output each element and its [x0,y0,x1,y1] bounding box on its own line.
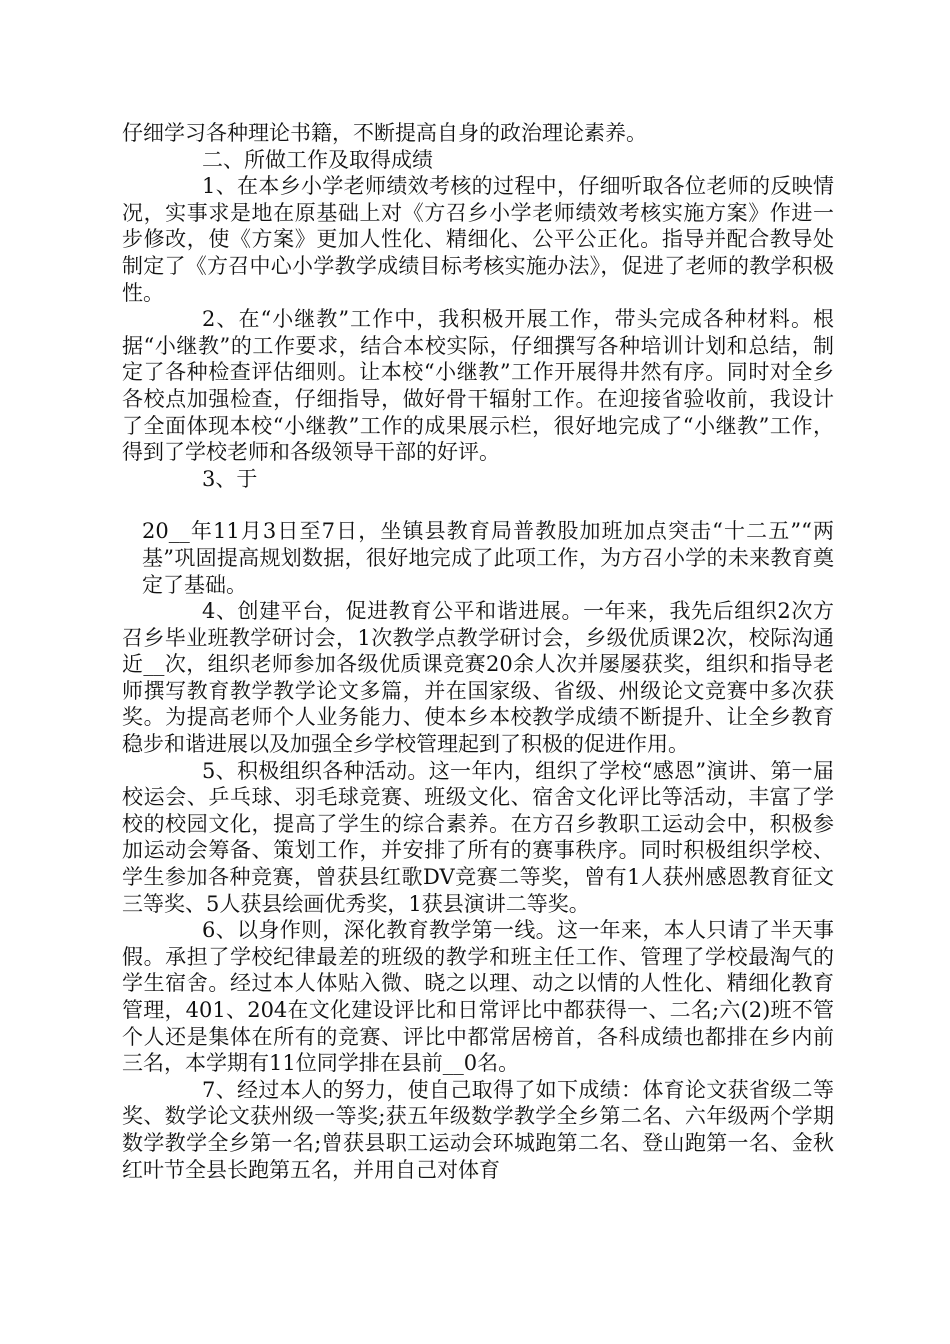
document-page [122,120,834,1183]
paragraph-item-7: 7、经过本人的努力，使自己取得了如下成绩：体育论文获省级二等奖、数学论文获州级一等奖;获五年级数学教学全乡第二名、六年级两个学期数学教学全乡第一名;曾获县职工运动会环城跑第二名、登山跑第一名、金秋红叶节全县长跑第五名，并用自己对体育 [122,1077,834,1182]
section-heading-work-results: 二、所做工作及取得成绩 [202,147,433,172]
paragraph-item-3-start: 3、于 [202,466,258,491]
paragraph-item-4: 4、创建平台，促进教育公平和谐进展。一年来，我先后组织2次方召乡毕业班教学研讨会，1次教学点教学研讨会，乡级优质课2次，校际沟通近__次，组织老师参加各级优质课竞赛20余人次并屡屡获奖，组织和指导老师撰写教育教学教学论文多篇，并在国家级、省级、州级论文竞赛中多次获奖。为提高老师个人业务能力、使本乡本校教学成绩不断提升、让全乡教育稳步和谐进展以及加强全乡学校管理起到了积极的促进作用。 [122,599,834,757]
paragraph-item-6: 6、以身作则，深化教育教学第一线。这一年来，本人只请了半天事假。承担了学校纪律最差的班级的教学和班主任工作、管理了学校最淘气的学生宿舍。经过本人体贴入微、晓之以理、动之以情的人性化、精细化教育管理，401、204在文化建设评比和日常评比中都获得一、二名;六(2)班不管个人还是集体在所有的竞赛、评比中都常居榜首，各科成绩也都排在乡内前三名，本学期有11位同学排在县前__0名。 [122,918,834,1076]
paragraph-intro-tail: 仔细学习各种理论书籍，不断提高自身的政治理论素养。 [122,121,647,145]
paragraph-item-1: 1、在本乡小学老师绩效考核的过程中，仔细听取各位老师的反映情况，实事求是地在原基础上对《方召乡小学老师绩效考核实施方案》作进一步修改，使《方案》更加人性化、精细化、公平公正化。指导并配合教导处制定了《方召中心小学教学成绩目标考核实施办法》，促进了老师的教学积极性。 [122,174,834,305]
paragraph-item-2: 2、在“小继教”工作中，我积极开展工作，带头完成各种材料。根据“小继教”的工作要求，结合本校实际，仔细撰写各种培训计划和总结，制定了各种检查评估细则。让本校“小继教”工作开展得井然有序。同时对全乡各校点加强检查，仔细指导，做好骨干辐射工作。在迎接省验收前，我设计了全面体现本校“小继教”工作的成果展示栏，很好地完成了“小继教”工作，得到了学校老师和各级领导干部的好评。 [122,307,834,465]
paragraph-item-3-continued: 20__年11月3日至7日，坐镇县教育局普教股加班加点突击“十二五”“两基”巩固提高规划数据，很好地完成了此项工作，为方召小学的未来教育奠定了基础。 [142,519,834,597]
paragraph-item-5: 5、积极组织各种活动。这一年内，组织了学校“感恩”演讲、第一届校运会、乒乓球、羽毛球竞赛、班级文化、宿舍文化评比等活动，丰富了学校的校园文化，提高了学生的综合素养。在方召乡教职工运动会中，积极参加运动会筹备、策划工作，并安排了所有的赛事秩序。同时积极组织学校、学生参加各种竞赛，曾获县红歌DV竞赛二等奖，曾有1人获州感恩教育征文三等奖、5人获县绘画优秀奖，1获县演讲二等奖。 [122,758,834,916]
blank-line [122,492,834,518]
